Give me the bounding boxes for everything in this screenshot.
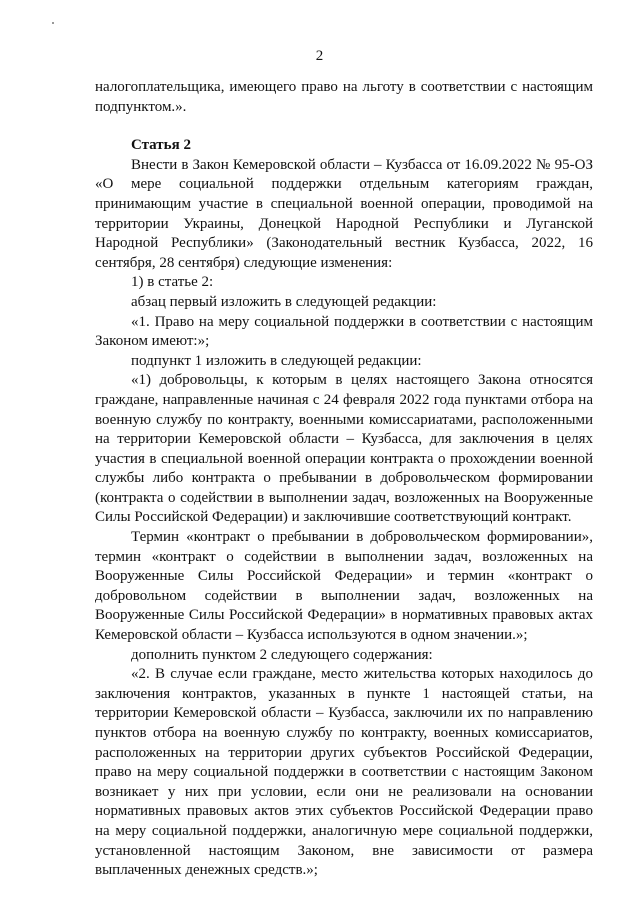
document-body [95,78,593,881]
paragraph: «1) добровольцы, к которым в целях настоящего Закона относятся граждане, направленные начиная с 24 февраля 2022 года пунктами отбора на военную службу по контракту, военными комиссариатами, расположенными на территории Кемеровской области – Кузбасса, для заключения в целях участия в специальной военной операции контракта о прохождении военной службы либо контракта о пребывании в добровольческом формировании (контракта о содействии в выполнении задач, возложенных на Вооруженные Силы Российской Федерации) и заключившие соответствующий контракт. [95,372,593,526]
paragraph: Внести в Закон Кемеровской области – Кузбасса от 16.09.2022 № 95-ОЗ «О мере социальной поддержки отдельным категориям граждан, принимающим участие в специальной военной операции, проводимой на территории Украины, Донецкой Народной Республики и Луганской Народной Республики» (Законодательный вестник Кузбасса, 2022, 16 сентября, 28 сентября) следующие изменения: [95,156,593,271]
paragraph: налогоплательщика, имеющего право на льготу в соответствии с настоящим подпунктом.». [95,79,593,115]
scan-speck [52,22,54,24]
paragraph: Термин «контракт о пребывании в добровольческом формировании», термин «контракт о содействии в выполнении задач, возложенных на Вооруженные Силы Российской Федерации» и термин «контракт о добровольном содействии в выполнении задач, возложенных на Вооруженные Силы Российской Федерации» в нормативных правовых актах Кемеровской области – Кузбасса используются в одном значении.»; [95,529,593,644]
paragraph: «1. Право на меру социальной поддержки в соответствии с настоящим Законом имеют:»; [95,313,593,350]
article-heading: Статья 2 [131,137,191,154]
paragraph: абзац первый изложить в следующей редакции: [131,293,437,310]
page-number: 2 [315,48,324,64]
paragraph: подпункт 1 изложить в следующей редакции: [131,352,422,369]
paragraph: «2. В случае если граждане, место жительства которых находилось до заключения контрактов, указанных в пункте 1 настоящей статьи, на территории Кемеровской области – Кузбасса, заключили их по направлению пунктов отбора на военную службу по контракту, военных комиссариатов, расположенных на территории других субъектов Российской Федерации, право на меру социальной поддержки в соответствии с настоящим Законом возникает у них при условии, если они не реализовали на основании нормативных правовых актов этих субъектов Российской Федерации право на меру социальной поддержки, аналогичную мере социальной поддержки, установленной настоящим Законом, вне зависимости от размера выплаченных денежных средств.»; [95,666,593,879]
paragraph: 1) в статье 2: [131,274,214,291]
paragraph: дополнить пунктом 2 следующего содержания: [131,646,433,663]
